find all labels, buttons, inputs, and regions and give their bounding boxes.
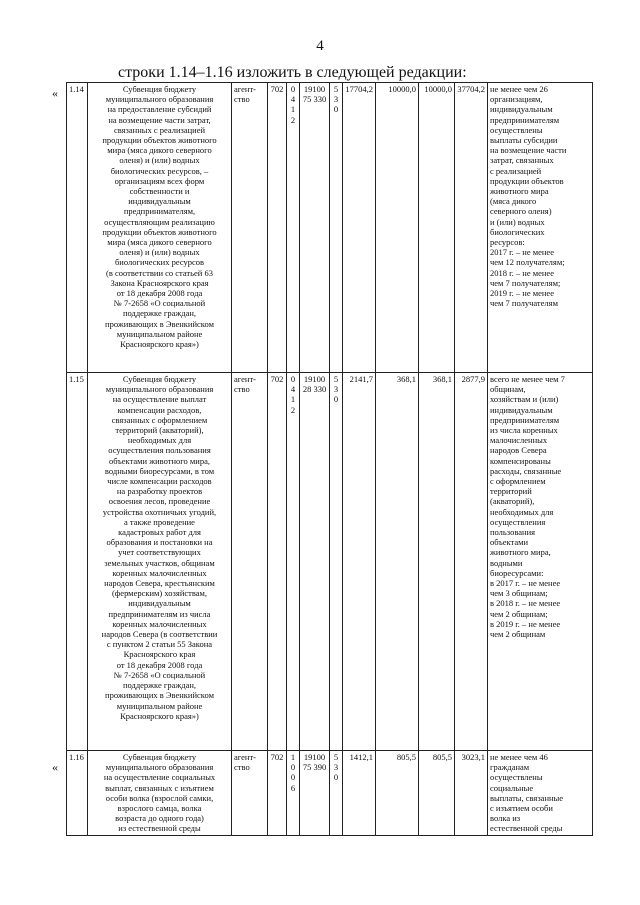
amount-2018-cell: 368,1 — [419, 373, 455, 751]
description-line: проживающих в Эвенкийском — [105, 318, 214, 329]
description-line: от 18 декабря 2008 года — [116, 659, 203, 670]
description-line: из естественной среды — [118, 823, 201, 834]
indicator-line: объектами — [490, 537, 529, 548]
indicator-line: осуществлены — [490, 124, 543, 135]
description-line: (фермерским) хозяйствам, — [111, 588, 208, 599]
table-row — [67, 83, 593, 373]
row-description — [88, 751, 232, 836]
description-line: оленя) и (или) водных — [119, 247, 200, 258]
target-article-cell: 1910075 330 — [300, 83, 330, 373]
description-line: особи волка (взрослой самки, — [105, 792, 214, 803]
expense-type-cell: 530 — [330, 751, 343, 836]
target-article-cell: 1910075 390 — [300, 751, 330, 836]
description-line: освоения лесов, проведение — [108, 496, 211, 507]
description-line: индивидуальным — [128, 598, 191, 609]
description-line: мира (мяса дикого северного — [107, 145, 212, 156]
description-line: предпринимателям, — [123, 206, 196, 217]
indicator-line: северного оленя) — [490, 206, 552, 217]
indicator-cell — [488, 751, 593, 836]
indicator-line: организациям, — [490, 94, 543, 105]
description-line: народов Севера, крестьянским — [104, 578, 215, 589]
description-line: на разработку проектов — [116, 486, 203, 497]
row-number: 1.15 — [67, 373, 88, 751]
description-line: возраста до одного года) — [115, 813, 204, 824]
description-line: осуществления пользования — [108, 445, 211, 456]
description-line: биологических ресурсов, – — [110, 165, 209, 176]
indicator-line: чем 7 получателям — [490, 298, 558, 309]
description-line: водными биоресурсами, в том — [104, 465, 215, 476]
amount-2019-cell: 3023,1 — [455, 751, 488, 836]
description-line: биологических ресурсов — [114, 257, 205, 268]
opening-quote-mark: « — [52, 86, 58, 100]
indicator-line: с оформлением — [490, 476, 546, 487]
indicator-line: ресурсов: — [490, 237, 525, 248]
description-line: связанных с оформлением — [111, 414, 208, 425]
description-line: поддержке граждан, — [122, 308, 197, 319]
indicator-line: с реализацией — [490, 165, 542, 176]
description-line: индивидуальным — [128, 196, 191, 207]
indicator-cell — [488, 83, 593, 373]
description-line: компенсации расходов, — [117, 404, 202, 415]
description-line: взрослого самца, волка — [117, 803, 202, 814]
section-code-cell: 10 06 — [287, 751, 300, 836]
description-line: (в соответствии со статьей 63 — [106, 267, 213, 278]
indicator-line: предпринимателям — [490, 414, 560, 425]
description-line: муниципального образования — [105, 94, 214, 105]
indicator-line: выплаты, связанные — [490, 792, 564, 803]
opening-quote-mark: « — [52, 760, 58, 774]
ministry-code-cell: 702 — [268, 83, 287, 373]
indicator-line: народов Севера — [490, 445, 547, 456]
indicator-line: территорий — [490, 486, 532, 497]
amount-2018-cell: 10000,0 — [419, 83, 455, 373]
row-description — [88, 373, 232, 751]
indicator-line: чем 2 общинам; — [490, 608, 548, 619]
description-line: образования и постановки на — [106, 537, 213, 548]
ministry-code-cell: 702 — [268, 373, 287, 751]
description-line: Красноярского края») — [120, 710, 199, 721]
budget-table — [66, 82, 593, 836]
description-line: оленя) и (или) водных — [119, 155, 200, 166]
description-line: коренных малочисленных — [112, 567, 207, 578]
description-line: коренных малочисленных — [112, 618, 207, 629]
indicator-line: естественной среды — [490, 823, 563, 834]
indicator-line: затрат, связанных — [490, 155, 554, 166]
indicator-line: (акваторий), — [490, 496, 535, 507]
ministry-code-cell: 702 — [268, 751, 287, 836]
indicator-line: из числа коренных — [490, 425, 558, 436]
indicator-line: индивидуальным — [490, 404, 553, 415]
description-line: мира (мяса дикого северного — [107, 237, 212, 248]
indicator-line: предпринимателям — [490, 114, 560, 125]
indicator-line: 2018 г. – не менее — [490, 267, 554, 278]
indicator-line: животного мира, — [490, 547, 551, 558]
indicator-line: 2019 г. – не менее — [490, 288, 554, 299]
indicator-line: осуществления — [490, 516, 546, 527]
indicator-line: хозяйствам и (или) — [490, 394, 559, 405]
total-amount-cell: 2141,7 — [343, 373, 376, 751]
indicator-line: продукции объектов — [490, 175, 564, 186]
description-line: необходимых для — [127, 435, 192, 446]
description-line: Субвенция бюджету — [122, 84, 197, 94]
total-amount-cell: 1412,1 — [343, 751, 376, 836]
row-description — [88, 83, 232, 373]
description-line: № 7-2658 «О социальной — [113, 298, 206, 309]
indicator-line: волка из — [490, 813, 521, 824]
indicator-line: биологических — [490, 226, 545, 237]
amount-2017-cell: 368,1 — [376, 373, 419, 751]
indicator-line: животного мира — [490, 186, 549, 197]
description-line: муниципальном районе — [116, 328, 203, 339]
indicator-line: в 2017 г. – не менее — [490, 578, 561, 589]
description-line: кадастровых работ для — [118, 527, 201, 538]
amount-2017-cell: 10000,0 — [376, 83, 419, 373]
description-line: осуществляющим реализацию — [104, 216, 215, 227]
description-line: продукции объектов животного — [102, 226, 217, 237]
indicator-line: социальные — [490, 782, 534, 793]
indicator-line: с изъятием особи — [490, 803, 553, 814]
description-line: муниципального образования — [105, 762, 214, 773]
description-line: на осуществление социальных — [103, 772, 216, 783]
target-article-cell: 1910028 330 — [300, 373, 330, 751]
indicator-line: общинам, — [490, 384, 526, 395]
description-line: собственности и — [129, 186, 190, 197]
description-line: объектами животного мира, — [109, 455, 210, 466]
amount-2017-cell: 805,5 — [376, 751, 419, 836]
indicator-line: (мяса дикого — [490, 196, 537, 207]
description-line: предпринимателям из числа — [108, 608, 211, 619]
indicator-line: биоресурсами: — [490, 567, 544, 578]
table-row — [67, 751, 593, 836]
row-number: 1.16 — [67, 751, 88, 836]
description-line: организациям всех форм — [114, 175, 205, 186]
indicator-line: в 2018 г. – не менее — [490, 598, 561, 609]
indicator-line: водными — [490, 557, 523, 568]
description-line: № 7-2658 «О социальной — [113, 669, 206, 680]
page-number: 4 — [316, 38, 324, 54]
indicator-line: малочисленных — [490, 435, 548, 446]
amount-2018-cell: 805,5 — [419, 751, 455, 836]
description-line: муниципального образования — [105, 384, 214, 395]
description-line: учет соответствующих — [118, 547, 201, 558]
description-line: Закона Красноярского края — [110, 277, 209, 288]
agency-cell: агент-ство — [232, 83, 268, 373]
section-code-cell: 04 12 — [287, 373, 300, 751]
description-line: на предоставление субсидий — [107, 104, 212, 115]
description-line: а также проведение — [124, 516, 195, 527]
description-line: Красноярского края — [123, 649, 196, 660]
expense-type-cell: 530 — [330, 83, 343, 373]
indicator-cell — [488, 373, 593, 751]
indicator-line: выплаты субсидии — [490, 135, 558, 146]
description-line: устройства охотничьих угодий, — [102, 506, 217, 517]
description-line: поддержке граждан, — [122, 680, 197, 691]
indicator-line: чем 7 получателям; — [490, 277, 561, 288]
description-line: на возмещение части затрат, — [108, 114, 211, 125]
description-line: с пунктом 2 статьи 55 Закона — [106, 639, 213, 650]
description-line: территорий (акваторий), — [115, 425, 204, 436]
section-code-cell: 04 12 — [287, 83, 300, 373]
description-line: Субвенция бюджету — [122, 374, 197, 384]
indicator-line: необходимых для — [490, 506, 554, 517]
expense-type-cell: 530 — [330, 373, 343, 751]
indicator-line: чем 12 получателям; — [490, 257, 565, 268]
description-line: связанных с реализацией — [113, 124, 206, 135]
indicator-line: пользования — [490, 527, 536, 538]
indicator-line: на возмещение части — [490, 145, 567, 156]
indicator-line: компенсированы — [490, 455, 551, 466]
indicator-line: и (или) водных — [490, 216, 545, 227]
agency-cell: агент-ство — [232, 373, 268, 751]
indicator-line: в 2019 г. – не менее — [490, 618, 561, 629]
description-line: продукции объектов животного — [102, 135, 217, 146]
description-line: на осуществление выплат — [112, 394, 207, 405]
description-line: муниципальном районе — [116, 700, 203, 711]
indicator-line: чем 3 общинам; — [490, 588, 548, 599]
description-line: народов Севера (в соответствии — [101, 629, 218, 640]
indicator-line: не менее чем 26 — [490, 84, 548, 94]
indicator-line: осуществлены — [490, 772, 543, 783]
indicator-line: не менее чем 46 — [490, 752, 548, 762]
amount-2019-cell: 37704,2 — [455, 83, 488, 373]
description-line: земельных участков, общинам — [104, 557, 215, 568]
description-line: Субвенция бюджету — [122, 752, 197, 762]
indicator-line: чем 2 общинам — [490, 629, 546, 640]
indicator-line: индивидуальным — [490, 104, 553, 115]
description-line: Красноярского края») — [120, 339, 199, 350]
description-line: от 18 декабря 2008 года — [116, 288, 203, 299]
description-line: числе компенсации расходов — [107, 476, 212, 487]
table-row — [67, 373, 593, 751]
agency-cell: агент-ство — [232, 751, 268, 836]
description-line: выплат, связанных с изъятием — [105, 782, 214, 793]
total-amount-cell: 17704,2 — [343, 83, 376, 373]
description-line: проживающих в Эвенкийском — [105, 690, 214, 701]
row-number: 1.14 — [67, 83, 88, 373]
indicator-line: 2017 г. – не менее — [490, 247, 554, 258]
indicator-line: всего не менее чем 7 — [490, 374, 565, 384]
amendment-heading: строки 1.14–1.16 изложить в следующей редакции: — [118, 64, 467, 81]
amount-2019-cell: 2877,9 — [455, 373, 488, 751]
indicator-line: гражданам — [490, 762, 530, 773]
indicator-line: расходы, связанные — [490, 465, 562, 476]
